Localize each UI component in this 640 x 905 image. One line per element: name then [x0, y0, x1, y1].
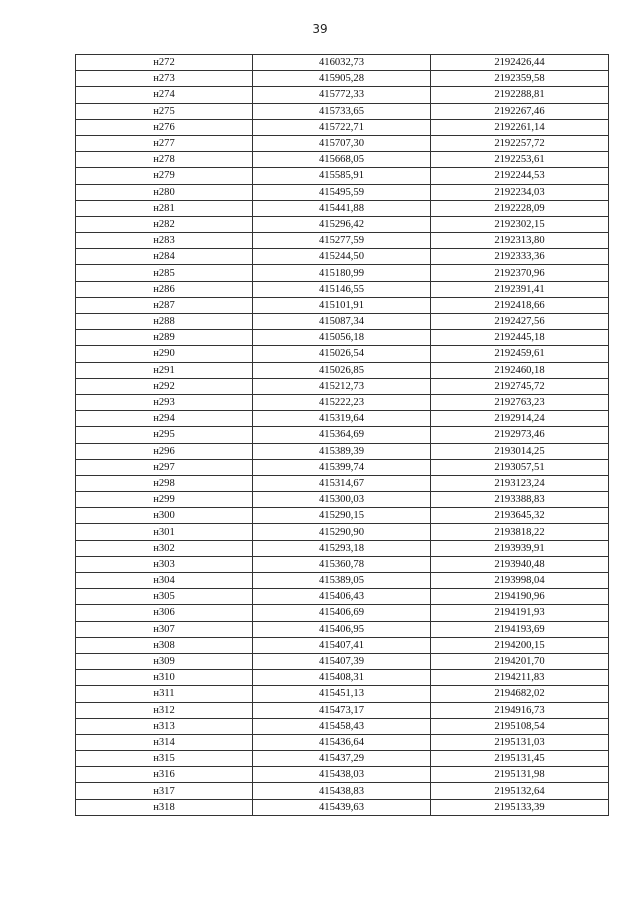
table-row — [76, 119, 609, 135]
point-id-cell: н279 — [76, 168, 253, 184]
point-id-cell: н297 — [76, 459, 253, 475]
table-row — [76, 168, 609, 184]
x-coordinate-cell: 415406,69 — [253, 605, 431, 621]
x-coordinate-cell: 415293,18 — [253, 540, 431, 556]
x-coordinate-cell: 415905,28 — [253, 71, 431, 87]
x-coordinate-cell: 415026,85 — [253, 362, 431, 378]
point-id-cell: н282 — [76, 216, 253, 232]
x-coordinate-cell: 415222,23 — [253, 394, 431, 410]
y-coordinate-cell: 2192253,61 — [431, 152, 609, 168]
table-row — [76, 216, 609, 232]
table-row — [76, 378, 609, 394]
table-row — [76, 686, 609, 702]
table-row — [76, 799, 609, 815]
x-coordinate-cell: 415438,03 — [253, 767, 431, 783]
point-id-cell: н316 — [76, 767, 253, 783]
y-coordinate-cell: 2193057,51 — [431, 459, 609, 475]
x-coordinate-cell: 415458,43 — [253, 718, 431, 734]
x-coordinate-cell: 415290,15 — [253, 508, 431, 524]
y-coordinate-cell: 2195132,64 — [431, 783, 609, 799]
y-coordinate-cell: 2193939,91 — [431, 540, 609, 556]
point-id-cell: н290 — [76, 346, 253, 362]
point-id-cell: н304 — [76, 573, 253, 589]
y-coordinate-cell: 2192745,72 — [431, 378, 609, 394]
y-coordinate-cell: 2192460,18 — [431, 362, 609, 378]
y-coordinate-cell: 2192370,96 — [431, 265, 609, 281]
x-coordinate-cell: 415439,63 — [253, 799, 431, 815]
y-coordinate-cell: 2192418,66 — [431, 297, 609, 313]
point-id-cell: н291 — [76, 362, 253, 378]
y-coordinate-cell: 2192244,53 — [431, 168, 609, 184]
point-id-cell: н305 — [76, 589, 253, 605]
y-coordinate-cell: 2192313,80 — [431, 233, 609, 249]
point-id-cell: н313 — [76, 718, 253, 734]
table-row — [76, 702, 609, 718]
table-row — [76, 394, 609, 410]
y-coordinate-cell: 2192391,41 — [431, 281, 609, 297]
x-coordinate-cell: 415585,91 — [253, 168, 431, 184]
y-coordinate-cell: 2192234,03 — [431, 184, 609, 200]
point-id-cell: н274 — [76, 87, 253, 103]
y-coordinate-cell: 2193123,24 — [431, 475, 609, 491]
y-coordinate-cell: 2192426,44 — [431, 55, 609, 71]
table-row — [76, 346, 609, 362]
y-coordinate-cell: 2192288,81 — [431, 87, 609, 103]
point-id-cell: н299 — [76, 492, 253, 508]
x-coordinate-cell: 415406,95 — [253, 621, 431, 637]
table-row — [76, 718, 609, 734]
x-coordinate-cell: 415473,17 — [253, 702, 431, 718]
x-coordinate-cell: 415212,73 — [253, 378, 431, 394]
point-id-cell: н289 — [76, 330, 253, 346]
x-coordinate-cell: 415438,83 — [253, 783, 431, 799]
point-id-cell: н273 — [76, 71, 253, 87]
y-coordinate-cell: 2194200,15 — [431, 637, 609, 653]
x-coordinate-cell: 415451,13 — [253, 686, 431, 702]
y-coordinate-cell: 2193645,32 — [431, 508, 609, 524]
x-coordinate-cell: 415407,39 — [253, 653, 431, 669]
point-id-cell: н298 — [76, 475, 253, 491]
point-id-cell: н301 — [76, 524, 253, 540]
x-coordinate-cell: 415406,43 — [253, 589, 431, 605]
y-coordinate-cell: 2195108,54 — [431, 718, 609, 734]
point-id-cell: н318 — [76, 799, 253, 815]
x-coordinate-cell: 415087,34 — [253, 314, 431, 330]
y-coordinate-cell: 2192973,46 — [431, 427, 609, 443]
table-row — [76, 362, 609, 378]
y-coordinate-cell: 2192459,61 — [431, 346, 609, 362]
table-row — [76, 589, 609, 605]
table-row — [76, 540, 609, 556]
point-id-cell: н287 — [76, 297, 253, 313]
point-id-cell: н280 — [76, 184, 253, 200]
x-coordinate-cell: 415319,64 — [253, 411, 431, 427]
table-row — [76, 605, 609, 621]
x-coordinate-cell: 416032,73 — [253, 55, 431, 71]
point-id-cell: н296 — [76, 443, 253, 459]
point-id-cell: н302 — [76, 540, 253, 556]
y-coordinate-cell: 2195131,98 — [431, 767, 609, 783]
y-coordinate-cell: 2195133,39 — [431, 799, 609, 815]
point-id-cell: н310 — [76, 670, 253, 686]
y-coordinate-cell: 2194916,73 — [431, 702, 609, 718]
point-id-cell: н292 — [76, 378, 253, 394]
table-row — [76, 459, 609, 475]
x-coordinate-cell: 415101,91 — [253, 297, 431, 313]
point-id-cell: н295 — [76, 427, 253, 443]
coordinates-table — [75, 54, 609, 816]
x-coordinate-cell: 415026,54 — [253, 346, 431, 362]
page-number: 39 — [312, 22, 328, 36]
table-row — [76, 767, 609, 783]
point-id-cell: н284 — [76, 249, 253, 265]
table-row — [76, 281, 609, 297]
table-row — [76, 184, 609, 200]
x-coordinate-cell: 415277,59 — [253, 233, 431, 249]
x-coordinate-cell: 415244,50 — [253, 249, 431, 265]
point-id-cell: н312 — [76, 702, 253, 718]
table-row — [76, 152, 609, 168]
table-row — [76, 87, 609, 103]
x-coordinate-cell: 415364,69 — [253, 427, 431, 443]
point-id-cell: н288 — [76, 314, 253, 330]
table-row — [76, 492, 609, 508]
table-row — [76, 734, 609, 750]
point-id-cell: н306 — [76, 605, 253, 621]
x-coordinate-cell: 415146,55 — [253, 281, 431, 297]
x-coordinate-cell: 415733,65 — [253, 103, 431, 119]
point-id-cell: н309 — [76, 653, 253, 669]
y-coordinate-cell: 2193014,25 — [431, 443, 609, 459]
point-id-cell: н307 — [76, 621, 253, 637]
point-id-cell: н311 — [76, 686, 253, 702]
x-coordinate-cell: 415722,71 — [253, 119, 431, 135]
point-id-cell: н315 — [76, 751, 253, 767]
y-coordinate-cell: 2194211,83 — [431, 670, 609, 686]
table-row — [76, 411, 609, 427]
table-row — [76, 670, 609, 686]
x-coordinate-cell: 415389,05 — [253, 573, 431, 589]
y-coordinate-cell: 2193940,48 — [431, 556, 609, 572]
y-coordinate-cell: 2194682,02 — [431, 686, 609, 702]
x-coordinate-cell: 415399,74 — [253, 459, 431, 475]
x-coordinate-cell: 415300,03 — [253, 492, 431, 508]
table-row — [76, 751, 609, 767]
x-coordinate-cell: 415290,90 — [253, 524, 431, 540]
table-row — [76, 783, 609, 799]
table-row — [76, 330, 609, 346]
point-id-cell: н300 — [76, 508, 253, 524]
table-row — [76, 475, 609, 491]
y-coordinate-cell: 2193388,83 — [431, 492, 609, 508]
table-row — [76, 55, 609, 71]
table-row — [76, 249, 609, 265]
y-coordinate-cell: 2194191,93 — [431, 605, 609, 621]
y-coordinate-cell: 2194190,96 — [431, 589, 609, 605]
point-id-cell: н308 — [76, 637, 253, 653]
y-coordinate-cell: 2192427,56 — [431, 314, 609, 330]
table-row — [76, 71, 609, 87]
x-coordinate-cell: 415180,99 — [253, 265, 431, 281]
x-coordinate-cell: 415495,59 — [253, 184, 431, 200]
point-id-cell: н275 — [76, 103, 253, 119]
x-coordinate-cell: 415437,29 — [253, 751, 431, 767]
x-coordinate-cell: 415389,39 — [253, 443, 431, 459]
y-coordinate-cell: 2195131,03 — [431, 734, 609, 750]
table-row — [76, 508, 609, 524]
y-coordinate-cell: 2194201,70 — [431, 653, 609, 669]
x-coordinate-cell: 415436,64 — [253, 734, 431, 750]
y-coordinate-cell: 2192302,15 — [431, 216, 609, 232]
table-row — [76, 443, 609, 459]
y-coordinate-cell: 2192763,23 — [431, 394, 609, 410]
y-coordinate-cell: 2193818,22 — [431, 524, 609, 540]
y-coordinate-cell: 2192257,72 — [431, 135, 609, 151]
table-row — [76, 653, 609, 669]
x-coordinate-cell: 415056,18 — [253, 330, 431, 346]
table-row — [76, 135, 609, 151]
point-id-cell: н285 — [76, 265, 253, 281]
table-row — [76, 200, 609, 216]
coordinates-table-body — [76, 55, 609, 816]
table-row — [76, 556, 609, 572]
y-coordinate-cell: 2192914,24 — [431, 411, 609, 427]
point-id-cell: н281 — [76, 200, 253, 216]
point-id-cell: н276 — [76, 119, 253, 135]
table-row — [76, 621, 609, 637]
y-coordinate-cell: 2192359,58 — [431, 71, 609, 87]
point-id-cell: н286 — [76, 281, 253, 297]
y-coordinate-cell: 2193998,04 — [431, 573, 609, 589]
point-id-cell: н294 — [76, 411, 253, 427]
point-id-cell: н303 — [76, 556, 253, 572]
point-id-cell: н293 — [76, 394, 253, 410]
point-id-cell: н272 — [76, 55, 253, 71]
table-row — [76, 265, 609, 281]
x-coordinate-cell: 415360,78 — [253, 556, 431, 572]
y-coordinate-cell: 2195131,45 — [431, 751, 609, 767]
point-id-cell: н314 — [76, 734, 253, 750]
y-coordinate-cell: 2192267,46 — [431, 103, 609, 119]
x-coordinate-cell: 415772,33 — [253, 87, 431, 103]
table-row — [76, 233, 609, 249]
x-coordinate-cell: 415441,88 — [253, 200, 431, 216]
y-coordinate-cell: 2192333,36 — [431, 249, 609, 265]
y-coordinate-cell: 2192445,18 — [431, 330, 609, 346]
x-coordinate-cell: 415296,42 — [253, 216, 431, 232]
table-row — [76, 297, 609, 313]
table-row — [76, 524, 609, 540]
x-coordinate-cell: 415314,67 — [253, 475, 431, 491]
y-coordinate-cell: 2192261,14 — [431, 119, 609, 135]
y-coordinate-cell: 2192228,09 — [431, 200, 609, 216]
point-id-cell: н277 — [76, 135, 253, 151]
point-id-cell: н283 — [76, 233, 253, 249]
table-row — [76, 637, 609, 653]
table-row — [76, 427, 609, 443]
x-coordinate-cell: 415408,31 — [253, 670, 431, 686]
table-row — [76, 573, 609, 589]
x-coordinate-cell: 415668,05 — [253, 152, 431, 168]
table-row — [76, 103, 609, 119]
y-coordinate-cell: 2194193,69 — [431, 621, 609, 637]
table-row — [76, 314, 609, 330]
x-coordinate-cell: 415707,30 — [253, 135, 431, 151]
point-id-cell: н317 — [76, 783, 253, 799]
x-coordinate-cell: 415407,41 — [253, 637, 431, 653]
point-id-cell: н278 — [76, 152, 253, 168]
